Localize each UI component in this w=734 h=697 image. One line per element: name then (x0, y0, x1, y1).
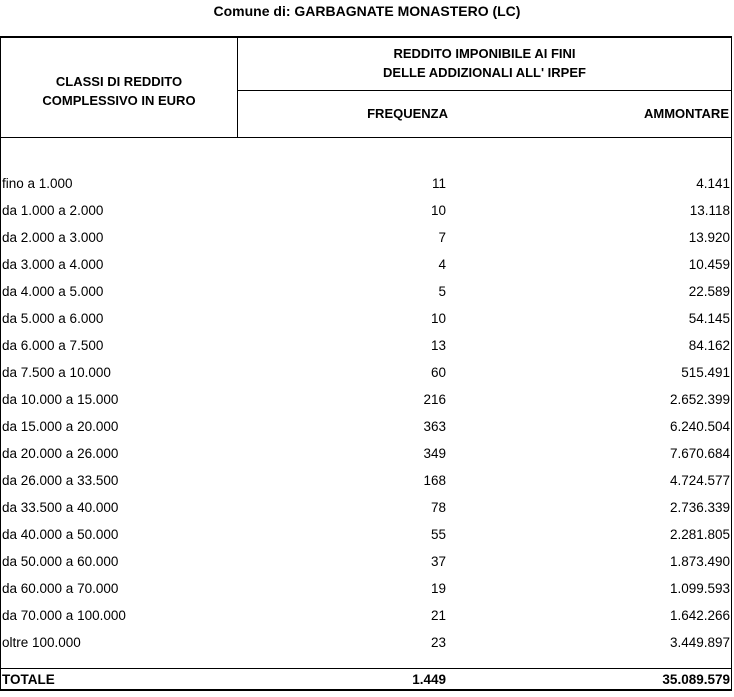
row-frequenza: 7 (438, 230, 446, 245)
row-ammontare: 22.589 (688, 284, 730, 299)
row-frequenza: 60 (430, 365, 446, 380)
row-classe: da 40.000 a 50.000 (2, 527, 119, 542)
row-frequenza: 216 (423, 392, 446, 407)
row-classe: da 3.000 a 4.000 (2, 257, 104, 272)
row-ammontare: 13.118 (689, 203, 730, 218)
table-row (0, 606, 734, 633)
table-row (0, 552, 734, 579)
table-row (0, 309, 734, 336)
row-ammontare: 1.642.266 (669, 608, 730, 623)
table-row (0, 444, 734, 471)
row-classe: da 70.000 a 100.000 (2, 608, 126, 623)
header-classi-line1: CLASSI DI REDDITO (55, 74, 183, 89)
header-classi-line2: COMPLESSIVO IN EURO (42, 93, 196, 108)
row-frequenza: 4 (438, 257, 446, 272)
row-ammontare: 6.240.504 (669, 419, 730, 434)
row-classe: fino a 1.000 (2, 176, 73, 191)
table-row (0, 336, 734, 363)
row-frequenza: 21 (430, 608, 446, 623)
table-row (0, 282, 734, 309)
row-ammontare: 2.281.805 (669, 527, 730, 542)
table-row (0, 417, 734, 444)
row-classe: da 7.500 a 10.000 (2, 365, 111, 380)
row-classe: da 2.000 a 3.000 (2, 230, 104, 245)
row-ammontare: 1.099.593 (669, 581, 730, 596)
total-row (0, 670, 732, 690)
row-frequenza: 363 (423, 419, 446, 434)
table-row (0, 579, 734, 606)
row-ammontare: 10.459 (688, 257, 730, 272)
row-ammontare: 515.491 (681, 365, 730, 380)
row-frequenza: 37 (430, 554, 446, 569)
table-row (0, 525, 734, 552)
row-classe: oltre 100.000 (2, 635, 81, 650)
row-classe: da 15.000 a 20.000 (2, 419, 119, 434)
row-frequenza: 349 (423, 446, 446, 461)
header-reddito-line1: REDDITO IMPONIBILE AI FINI (393, 46, 576, 61)
total-frequenza: 1.449 (412, 672, 446, 687)
row-classe: da 6.000 a 7.500 (2, 338, 104, 353)
row-classe: da 4.000 a 5.000 (2, 284, 104, 299)
row-classe: da 1.000 a 2.000 (2, 203, 104, 218)
total-separator (0, 668, 732, 669)
row-ammontare: 84.162 (688, 338, 730, 353)
row-ammontare: 4.724.577 (669, 473, 730, 488)
table-bottom-border (0, 689, 732, 691)
total-ammontare: 35.089.579 (662, 672, 730, 687)
table-row (0, 174, 734, 201)
table-row (0, 390, 734, 417)
header-ammontare: AMMONTARE (644, 106, 729, 121)
row-classe: da 50.000 a 60.000 (2, 554, 119, 569)
row-frequenza: 10 (430, 311, 446, 326)
row-ammontare: 4.141 (696, 176, 730, 191)
row-classe: da 20.000 a 26.000 (2, 446, 119, 461)
table-header (0, 36, 732, 138)
total-label: TOTALE (2, 672, 55, 687)
table-row (0, 471, 734, 498)
table-row (0, 498, 734, 525)
header-divider (237, 90, 731, 91)
table-body (0, 174, 734, 660)
row-classe: da 26.000 a 33.500 (2, 473, 119, 488)
row-classe: da 60.000 a 70.000 (2, 581, 119, 596)
row-frequenza: 168 (423, 473, 446, 488)
header-reddito (238, 44, 731, 82)
row-ammontare: 2.736.339 (669, 500, 730, 515)
row-frequenza: 78 (430, 500, 446, 515)
table-row (0, 255, 734, 282)
row-ammontare: 13.920 (688, 230, 730, 245)
row-frequenza: 5 (438, 284, 446, 299)
table-row (0, 633, 734, 660)
table-row (0, 363, 734, 390)
row-frequenza: 23 (430, 635, 446, 650)
row-ammontare: 54.145 (688, 311, 730, 326)
header-reddito-line2: DELLE ADDIZIONALI ALL' IRPEF (383, 65, 586, 80)
row-frequenza: 13 (430, 338, 446, 353)
page-title: Comune di: GARBAGNATE MONASTERO (LC) (213, 3, 521, 19)
row-ammontare: 7.670.684 (669, 446, 730, 461)
row-ammontare: 3.449.897 (669, 635, 730, 650)
row-ammontare: 1.873.490 (669, 554, 730, 569)
table-row (0, 201, 734, 228)
header-frequenza: FREQUENZA (367, 106, 448, 121)
row-frequenza: 19 (430, 581, 446, 596)
row-classe: da 33.500 a 40.000 (2, 500, 119, 515)
row-frequenza: 11 (431, 176, 446, 191)
row-classe: da 10.000 a 15.000 (2, 392, 119, 407)
header-classi (1, 72, 237, 110)
row-ammontare: 2.652.399 (669, 392, 730, 407)
table-row (0, 228, 734, 255)
row-frequenza: 10 (430, 203, 446, 218)
row-frequenza: 55 (430, 527, 446, 542)
row-classe: da 5.000 a 6.000 (2, 311, 104, 326)
